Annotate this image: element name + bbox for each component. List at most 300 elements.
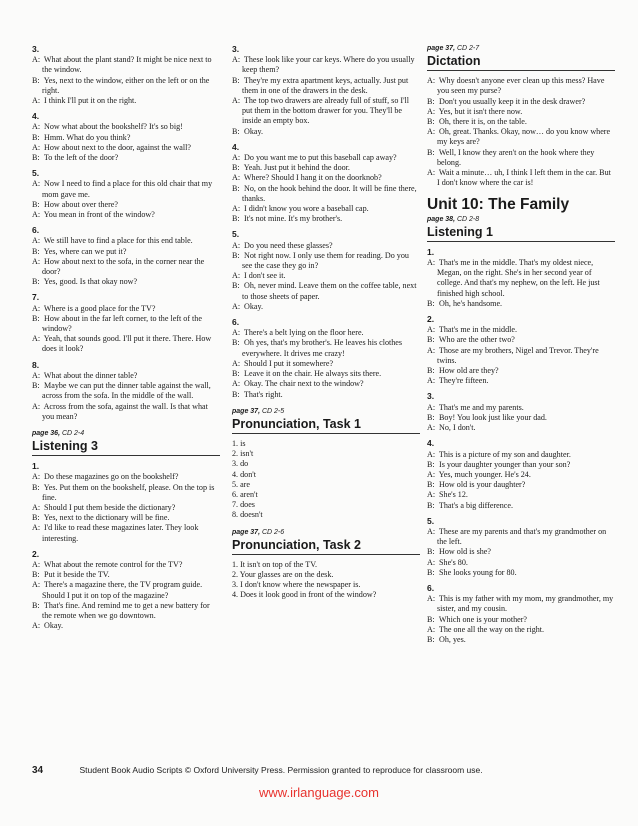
dialogue-line bbox=[232, 369, 420, 379]
speaker-label: A: bbox=[427, 258, 436, 268]
line-text: It's not mine. It's my brother's. bbox=[244, 214, 343, 224]
dialogue-item bbox=[427, 391, 615, 433]
dialogue-line bbox=[232, 251, 420, 271]
dialogue-list bbox=[232, 44, 420, 400]
speaker-label: A: bbox=[32, 580, 41, 590]
item-number: 5. bbox=[32, 168, 40, 179]
list-item: 3. do bbox=[232, 459, 249, 469]
line-text: Well, I know they aren't on the hook where they belong. bbox=[437, 147, 595, 167]
line-text: Yes. Put them on the bookshelf, please. On the top is fine. bbox=[42, 482, 215, 502]
dialogue-item bbox=[427, 438, 615, 510]
list-item: 2. isn't bbox=[232, 449, 254, 459]
line-text: That's right. bbox=[243, 389, 283, 399]
dialogue-line bbox=[32, 483, 220, 503]
line-text: Yeah, that sounds good. I'll put it there. There. How does it look? bbox=[42, 334, 212, 354]
dialogue-line bbox=[427, 127, 615, 147]
line-text: How old is your daughter? bbox=[439, 480, 526, 490]
dialogue-line bbox=[232, 359, 420, 369]
speaker-label: A: bbox=[427, 376, 436, 386]
list-item: 4. Does it look good in front of the window? bbox=[232, 590, 377, 600]
dialogue-line bbox=[32, 503, 220, 513]
speaker-label: B: bbox=[427, 480, 435, 490]
line-text: Yes, much younger. He's 24. bbox=[438, 469, 531, 479]
dialogue-line bbox=[232, 328, 420, 338]
dialogue-line bbox=[32, 76, 220, 96]
section-heading-pronunciation-1: Pronunciation, Task 1 bbox=[232, 417, 420, 434]
line-text: She's 12. bbox=[439, 490, 468, 500]
line-text: We still have to find a place for this end table. bbox=[43, 236, 193, 246]
line-text: That's fine. And remind me to get a new battery for the remote when we go downtown. bbox=[42, 600, 210, 620]
dialogue-line bbox=[32, 402, 220, 422]
line-text: Who are the other two? bbox=[438, 335, 515, 345]
dialogue-line bbox=[32, 304, 220, 314]
dialogue-line bbox=[232, 55, 420, 75]
dialogue-line bbox=[232, 379, 420, 389]
dialogue-line bbox=[32, 381, 220, 401]
line-text: Hmm. What do you think? bbox=[44, 132, 131, 142]
dialogue-line bbox=[232, 127, 420, 137]
item-number: 5. bbox=[427, 515, 435, 526]
speaker-label: A: bbox=[427, 106, 436, 116]
dialogue-item bbox=[427, 516, 615, 578]
speaker-label: B: bbox=[32, 570, 40, 580]
dialogue-line bbox=[427, 615, 615, 625]
page-reference: page 37, CD 2-6 bbox=[232, 528, 285, 536]
line-text: Across from the sofa, against the wall. Is that what you mean? bbox=[42, 401, 208, 421]
dialogue-list bbox=[32, 461, 220, 631]
line-text: Yeah. Just put it behind the door. bbox=[243, 163, 350, 173]
line-text: Okay. bbox=[44, 621, 64, 631]
speaker-label: B: bbox=[427, 366, 435, 376]
speaker-label: A: bbox=[32, 472, 41, 482]
speaker-label: B: bbox=[232, 126, 240, 136]
line-text: Yes, good. Is that okay now? bbox=[43, 277, 138, 287]
line-text: They're fifteen. bbox=[438, 376, 489, 386]
speaker-label: A: bbox=[427, 526, 436, 536]
speaker-label: A: bbox=[427, 624, 436, 634]
line-text: Now I need to find a place for this old chair that my mom gave me. bbox=[42, 179, 213, 199]
line-text: She's 80. bbox=[439, 557, 468, 567]
speaker-label: B: bbox=[232, 338, 240, 348]
line-text: How old is she? bbox=[439, 547, 491, 557]
column-left bbox=[32, 44, 220, 636]
speaker-label: B: bbox=[427, 147, 435, 157]
speaker-label: B: bbox=[427, 500, 435, 510]
dialogue-line bbox=[232, 153, 420, 163]
dialogue-line bbox=[32, 96, 220, 106]
line-text: I think I'll put it on the right. bbox=[44, 96, 137, 106]
line-text: Oh, there it is, on the table. bbox=[439, 117, 527, 127]
line-text: What about the remote control for the TV? bbox=[43, 559, 183, 569]
dialogue-line bbox=[32, 334, 220, 354]
speaker-label: A: bbox=[232, 328, 241, 338]
line-text: Oh, yes. bbox=[439, 634, 466, 644]
line-text: This is my father with my mom, my grandmother, my sister, and my cousin. bbox=[437, 594, 614, 614]
speaker-label: A: bbox=[232, 204, 241, 214]
speaker-label: A: bbox=[427, 325, 436, 335]
speaker-label: A: bbox=[32, 303, 41, 313]
speaker-label: A: bbox=[232, 301, 241, 311]
dialogue-item bbox=[232, 142, 420, 225]
line-text: That's me in the middle. bbox=[438, 325, 517, 335]
dialogue-line bbox=[32, 236, 220, 246]
dialogue-line bbox=[232, 204, 420, 214]
dialogue-line bbox=[32, 371, 220, 381]
line-text: Do you want me to put this baseball cap away? bbox=[244, 153, 397, 163]
dialogue-line bbox=[427, 366, 615, 376]
dialogue-item bbox=[32, 44, 220, 106]
speaker-label: B: bbox=[32, 246, 40, 256]
speaker-label: A: bbox=[32, 559, 41, 569]
speaker-label: B: bbox=[427, 459, 435, 469]
column-middle bbox=[232, 44, 420, 601]
dialogue-line bbox=[32, 580, 220, 600]
line-text: How about over there? bbox=[44, 199, 118, 209]
dialogue-line bbox=[232, 281, 420, 301]
line-text: Do you need these glasses? bbox=[244, 240, 333, 250]
dialogue-line bbox=[427, 299, 615, 309]
dialogue-line bbox=[32, 560, 220, 570]
speaker-label: A: bbox=[32, 142, 41, 152]
section-heading-listening-3: Listening 3 bbox=[32, 439, 220, 456]
speaker-label: A: bbox=[427, 469, 436, 479]
dialogue-line bbox=[32, 513, 220, 523]
column-right bbox=[427, 44, 615, 650]
dialogue-line bbox=[32, 179, 220, 199]
dialogue-line bbox=[232, 173, 420, 183]
dialogue-line bbox=[232, 163, 420, 173]
dialogue-line bbox=[427, 635, 615, 645]
speaker-label: B: bbox=[32, 277, 40, 287]
dialogue-line bbox=[32, 55, 220, 75]
dialogue-line bbox=[232, 214, 420, 224]
speaker-label: A: bbox=[232, 173, 241, 183]
speaker-label: B: bbox=[32, 482, 40, 492]
dialogue-line bbox=[232, 302, 420, 312]
item-number: 1. bbox=[427, 246, 435, 257]
line-text: Oh, great. Thanks. Okay, now… do you know where my keys are? bbox=[437, 127, 611, 147]
dialogue-item bbox=[32, 292, 220, 354]
speaker-label: A: bbox=[32, 621, 41, 631]
dialogue-item bbox=[232, 229, 420, 312]
line-text: Okay. bbox=[244, 126, 264, 136]
dialogue-item bbox=[232, 44, 420, 137]
dialogue-item bbox=[32, 225, 220, 287]
footer-text: Student Book Audio Scripts © Oxford University Press. Permission granted to reproduce for classroom use. bbox=[79, 765, 483, 775]
speaker-label: B: bbox=[427, 634, 435, 644]
dialogue-line bbox=[32, 153, 220, 163]
line-text: Where is a good place for the TV? bbox=[43, 303, 156, 313]
speaker-label: A: bbox=[232, 55, 241, 65]
speaker-label: B: bbox=[427, 298, 435, 308]
item-number: 3. bbox=[32, 44, 40, 54]
line-text: I'd like to read these magazines later. They look interesting. bbox=[42, 523, 199, 543]
speaker-label: B: bbox=[232, 183, 240, 193]
page-reference: page 37, CD 2-7 bbox=[427, 45, 480, 52]
speaker-label: A: bbox=[232, 96, 241, 106]
dialogue-line bbox=[427, 460, 615, 470]
speaker-label: A: bbox=[427, 345, 436, 355]
dialogue-line bbox=[232, 390, 420, 400]
dialogue-item bbox=[427, 314, 615, 386]
unit-title: Unit 10: The Family bbox=[427, 196, 570, 214]
item-number: 1. bbox=[32, 461, 40, 472]
speaker-label: A: bbox=[32, 502, 41, 512]
speaker-label: A: bbox=[32, 523, 41, 533]
line-text: That's me in the middle. That's my oldest niece, Megan, on the right. She's in her second year of college. And that's my nephew, on the left. He just finished high school. bbox=[437, 258, 600, 298]
line-text: Okay. The chair next to the window? bbox=[244, 379, 364, 389]
line-text: That's a big difference. bbox=[438, 500, 514, 510]
item-number: 8. bbox=[32, 359, 40, 370]
speaker-label: B: bbox=[32, 381, 40, 391]
speaker-label: A: bbox=[32, 96, 41, 106]
dialogue-line bbox=[32, 570, 220, 580]
dialogue-list bbox=[32, 44, 220, 422]
speaker-label: A: bbox=[427, 127, 436, 137]
dialogue-list bbox=[427, 247, 615, 645]
line-text: They're my extra apartment keys, actually. Just put them in one of the drawers in the desk. bbox=[242, 75, 409, 95]
dialogue-line bbox=[232, 76, 420, 96]
word-list bbox=[232, 439, 420, 521]
line-text: There's a magazine there, the TV program guide. Should I put it on top of the magazine? bbox=[42, 580, 203, 600]
line-text: How old are they? bbox=[439, 366, 499, 376]
speaker-label: B: bbox=[32, 199, 40, 209]
dialogue-line bbox=[32, 200, 220, 210]
line-text: Yes, where can we put it? bbox=[43, 246, 127, 256]
line-text: What about the plant stand? It might be nice next to the window. bbox=[42, 55, 212, 75]
watermark-link[interactable]: www.irlanguage.com bbox=[259, 785, 379, 800]
speaker-label: B: bbox=[427, 567, 435, 577]
line-text: There's a belt lying on the floor here. bbox=[243, 328, 364, 338]
speaker-label: B: bbox=[427, 547, 435, 557]
section-heading-listening-1: Listening 1 bbox=[427, 225, 615, 242]
item-number: 6. bbox=[32, 225, 40, 236]
line-text: No, on the hook behind the door. It will be fine there, thanks. bbox=[242, 183, 417, 203]
dialogue-item bbox=[232, 317, 420, 400]
line-text: Don't you usually keep it in the desk drawer? bbox=[439, 96, 586, 106]
list-item: 6. aren't bbox=[232, 489, 258, 499]
page-number: 34 bbox=[32, 765, 44, 776]
dialogue-line bbox=[232, 338, 420, 358]
item-number: 6. bbox=[427, 582, 435, 593]
dialogue-line bbox=[32, 247, 220, 257]
line-text: Wait a minute… uh, I think I left them in the car. But I don't know where the car is! bbox=[437, 168, 611, 188]
speaker-label: B: bbox=[427, 412, 435, 422]
dialogue-line bbox=[427, 450, 615, 460]
dialogue-line bbox=[427, 97, 615, 107]
dialogue-line bbox=[427, 527, 615, 547]
speaker-label: B: bbox=[32, 313, 40, 323]
dialogue-line bbox=[232, 184, 420, 204]
speaker-label: B: bbox=[232, 250, 240, 260]
speaker-label: A: bbox=[427, 76, 436, 86]
dialogue-line bbox=[427, 423, 615, 433]
list-item: 3. I don't know where the newspaper is. bbox=[232, 580, 361, 590]
line-text: Why doesn't anyone ever clean up this mess? Have you seen my purse? bbox=[437, 76, 605, 96]
dialogue-item bbox=[32, 360, 220, 422]
item-number: 4. bbox=[427, 438, 435, 449]
speaker-label: A: bbox=[232, 358, 241, 368]
line-text: Okay. bbox=[244, 301, 264, 311]
dialogue-line bbox=[427, 258, 615, 299]
dialogue-line bbox=[427, 346, 615, 366]
line-text: What about the dinner table? bbox=[43, 370, 138, 380]
speaker-label: B: bbox=[32, 153, 40, 163]
speaker-label: A: bbox=[32, 179, 41, 189]
dialogue-line bbox=[427, 376, 615, 386]
speaker-label: A: bbox=[427, 402, 436, 412]
speaker-label: B: bbox=[427, 614, 435, 624]
line-text: The one all the way on the right. bbox=[438, 624, 545, 634]
item-number: 3. bbox=[232, 44, 240, 54]
dialogue-line bbox=[427, 107, 615, 117]
dialogue-line bbox=[427, 168, 615, 188]
line-text: This is a picture of my son and daughter. bbox=[438, 449, 571, 459]
line-text: Put it beside the TV. bbox=[44, 570, 110, 580]
speaker-label: A: bbox=[427, 594, 436, 604]
speaker-label: A: bbox=[427, 423, 436, 433]
list-item: 7. does bbox=[232, 500, 255, 510]
line-text: No, I don't. bbox=[439, 423, 476, 433]
line-text: You mean in front of the window? bbox=[43, 210, 155, 220]
dialogue-item bbox=[32, 111, 220, 163]
item-number: 4. bbox=[232, 141, 240, 152]
dialogue-line bbox=[427, 335, 615, 345]
item-number: 6. bbox=[232, 317, 240, 328]
line-text: Those are my brothers, Nigel and Trevor. They're twins. bbox=[437, 345, 599, 365]
dialogue-line bbox=[427, 117, 615, 127]
speaker-label: B: bbox=[427, 117, 435, 127]
item-number: 2. bbox=[32, 548, 40, 559]
dialogue-line bbox=[232, 96, 420, 127]
speaker-label: B: bbox=[232, 369, 240, 379]
line-text: Should I put it somewhere? bbox=[244, 358, 334, 368]
dialogue-line bbox=[427, 594, 615, 614]
dialogue-line bbox=[32, 257, 220, 277]
item-number: 4. bbox=[32, 111, 40, 122]
list-item: 8. doesn't bbox=[232, 510, 263, 520]
line-text: Yes, next to the dictionary will be fine. bbox=[43, 513, 170, 523]
speaker-label: A: bbox=[32, 370, 41, 380]
page-reference: page 38, CD 2-8 bbox=[427, 215, 480, 223]
list-item: 2. Your glasses are on the desk. bbox=[232, 569, 334, 579]
line-text: Oh, he's handsome. bbox=[439, 298, 503, 308]
dialogue-line bbox=[427, 403, 615, 413]
line-text: To the left of the door? bbox=[43, 153, 119, 163]
dialogue-line bbox=[427, 501, 615, 511]
dialogue-line bbox=[427, 558, 615, 568]
speaker-label: B: bbox=[232, 163, 240, 173]
speaker-label: A: bbox=[427, 449, 436, 459]
dialogue-line bbox=[427, 547, 615, 557]
speaker-label: A: bbox=[232, 240, 241, 250]
speaker-label: A: bbox=[32, 334, 41, 344]
section-heading-dictation: Dictation bbox=[427, 54, 615, 71]
line-text: Boy! You look just like your dad. bbox=[439, 412, 547, 422]
speaker-label: B: bbox=[232, 75, 240, 85]
line-text: Which one is your mother? bbox=[438, 614, 527, 624]
section-heading-pronunciation-2: Pronunciation, Task 2 bbox=[232, 538, 420, 555]
speaker-label: A: bbox=[32, 401, 41, 411]
dialogue-line bbox=[32, 601, 220, 621]
line-text: Not right now. I only use them for reading. Do you see the case they go in? bbox=[242, 250, 409, 271]
speaker-label: B: bbox=[427, 335, 435, 345]
page-footer bbox=[32, 765, 612, 776]
speaker-label: A: bbox=[427, 557, 436, 567]
line-text: Leave it on the chair. He always sits there. bbox=[244, 369, 382, 379]
speaker-label: B: bbox=[232, 214, 240, 224]
dialogue-line bbox=[427, 480, 615, 490]
line-text: She looks young for 80. bbox=[439, 567, 517, 577]
dialogue-line bbox=[427, 148, 615, 168]
list-item: 5. are bbox=[232, 479, 250, 489]
line-text: I didn't know you wore a baseball cap. bbox=[244, 204, 369, 214]
dialogue-item bbox=[427, 247, 615, 309]
line-text: Is your daughter younger than your son? bbox=[439, 459, 571, 469]
dialogue-line bbox=[32, 210, 220, 220]
dialogue-line bbox=[232, 271, 420, 281]
dialogue-item bbox=[427, 583, 615, 645]
dialogue-line bbox=[427, 325, 615, 335]
dialogue-line bbox=[232, 241, 420, 251]
speaker-label: B: bbox=[32, 132, 40, 142]
dialogue-line bbox=[427, 625, 615, 635]
speaker-label: B: bbox=[232, 389, 240, 399]
line-text: Do these magazines go on the bookshelf? bbox=[44, 472, 179, 482]
speaker-label: A: bbox=[427, 490, 436, 500]
dictation-dialogue bbox=[427, 76, 615, 188]
line-text: These are my parents and that's my grandmother on the left. bbox=[437, 526, 607, 547]
speaker-label: A: bbox=[32, 210, 41, 220]
line-text: Now what about the bookshelf? It's so big! bbox=[44, 122, 183, 132]
speaker-label: A: bbox=[32, 256, 41, 266]
speaker-label: A: bbox=[232, 379, 241, 389]
dialogue-line bbox=[32, 523, 220, 543]
dialogue-line bbox=[32, 277, 220, 287]
dialogue-item bbox=[32, 168, 220, 220]
page-reference: page 36, CD 2-4 bbox=[32, 429, 85, 437]
speaker-label: B: bbox=[32, 513, 40, 523]
item-number: 5. bbox=[232, 229, 240, 240]
page-reference: page 37, CD 2-5 bbox=[232, 407, 285, 415]
speaker-label: A: bbox=[232, 271, 241, 281]
dialogue-line bbox=[32, 143, 220, 153]
line-text: I don't see it. bbox=[244, 271, 286, 281]
dialogue-item bbox=[32, 461, 220, 544]
dialogue-line bbox=[32, 472, 220, 482]
list-item: 1. is bbox=[232, 438, 246, 448]
line-text: Yes, next to the window, either on the left or on the right. bbox=[42, 75, 210, 95]
dialogue-line bbox=[427, 413, 615, 423]
line-text: How about next to the door, against the wall? bbox=[44, 142, 191, 152]
list-item: 4. don't bbox=[232, 469, 256, 479]
item-number: 7. bbox=[32, 292, 40, 303]
line-text: Yes, but it isn't there now. bbox=[438, 106, 523, 116]
line-text: That's me and my parents. bbox=[438, 402, 524, 412]
line-text: Where? Should I hang it on the doorknob? bbox=[243, 173, 382, 183]
item-number: 2. bbox=[427, 314, 435, 325]
line-text: Oh, never mind. Leave them on the coffee table, next to those sheets of paper. bbox=[242, 281, 417, 301]
speaker-label: A: bbox=[32, 122, 41, 132]
dialogue-line bbox=[32, 122, 220, 132]
line-text: How about next to the sofa, in the corner near the door? bbox=[42, 256, 205, 277]
dialogue-line bbox=[427, 490, 615, 500]
line-text: Oh yes, that's my brother's. He leaves his clothes everywhere. It drives me crazy! bbox=[242, 338, 403, 358]
speaker-label: A: bbox=[32, 236, 41, 246]
speaker-label: B: bbox=[32, 600, 40, 610]
dialogue-line bbox=[427, 568, 615, 578]
line-text: Maybe we can put the dinner table against the wall, across from the sofa. In the middle of the wall. bbox=[42, 381, 211, 401]
